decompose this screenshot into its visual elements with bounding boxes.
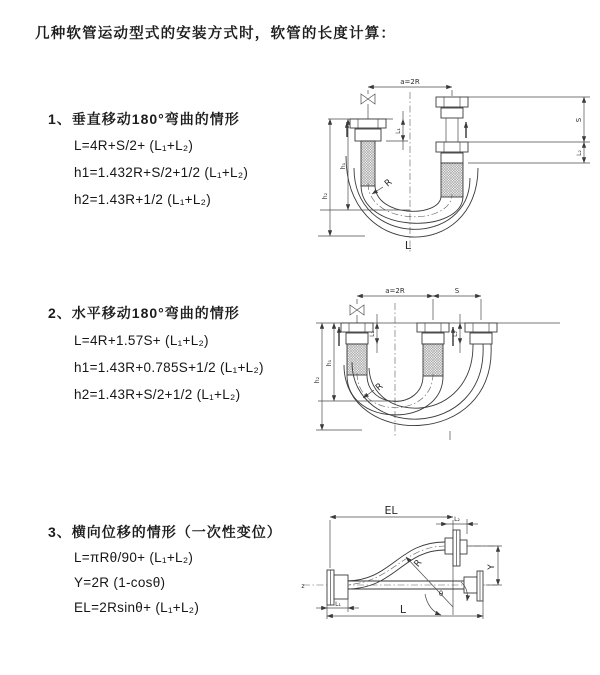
section-1-formula-h1: h1=1.432R+S/2+1/2 (L₁+L₂) (74, 165, 249, 180)
section-3-formula-L: L=πRθ/90+ (L₁+L₂) (74, 550, 194, 565)
section-3-formula-EL: EL=2Rsinθ+ (L₁+L₂) (74, 600, 200, 615)
dimension-l1 (386, 111, 408, 150)
dim-label-r: R (383, 177, 395, 190)
dim-label-s: S (454, 287, 460, 295)
dim-label-l1: L₁ (335, 601, 341, 608)
left-fitting (328, 119, 393, 186)
page-title: 几种软管运动型式的安装方式时，软管的长度计算： (35, 26, 397, 42)
middle-fitting (417, 323, 449, 376)
dimension-el (330, 504, 453, 615)
dim-label-y: Y (487, 564, 497, 570)
dim-label-h2: h₂ (314, 376, 321, 384)
dimension-l1 (369, 314, 377, 353)
section-1-formula-h2: h2=1.43R+1/2 (L₁+L₂) (74, 192, 212, 207)
dimension-l1 (316, 599, 359, 612)
dim-label-a2r: a=2R (385, 287, 405, 295)
dim-label-s: S (575, 117, 583, 123)
section-2-formula-h2: h2=1.43R+S/2+1/2 (L₁+L₂) (74, 387, 241, 402)
section-1-heading: 1、垂直移动180°弯曲的情形 (48, 111, 240, 127)
section-3-heading: 3、横向位移的情形（一次性变位） (48, 524, 282, 540)
dim-label-el: EL (384, 504, 398, 517)
section-2-formula-L: L=4R+1.57S+ (L₁+L₂) (74, 333, 209, 348)
dim-label-l2: L₂ (576, 150, 583, 156)
dim-label-l1: L₁ (369, 331, 376, 337)
radius-callout (363, 382, 385, 398)
braided-hose-middle (423, 344, 443, 376)
section-3-formula-Y: Y=2R (1-cosθ) (74, 575, 166, 590)
dim-label-L: L (404, 239, 412, 252)
dim-label-l2: L₂ (452, 331, 459, 337)
left-flange-fitting (327, 570, 348, 605)
diagram-vertical-180-bend (310, 72, 600, 262)
right-fitting-upper (436, 97, 468, 142)
straight-hose (348, 581, 464, 589)
diagram-lateral-displacement (296, 498, 598, 645)
dim-label-r: R (374, 381, 386, 394)
dim-label-l1: L₁ (395, 128, 402, 134)
right-fitting-lower (436, 142, 468, 197)
section-1-formula-L: L=4R+S/2+ (L₁+L₂) (74, 138, 194, 153)
dim-label-L: L (399, 603, 407, 616)
dim-label-h2: h₂ (322, 192, 329, 200)
braided-hose-left (347, 344, 367, 375)
dimension-l (327, 601, 483, 619)
dim-label-h1: h₁ (326, 359, 333, 367)
braided-hose-right (441, 163, 463, 197)
braided-hose-left (361, 141, 375, 186)
left-fitting (341, 323, 373, 375)
valve-icon (361, 94, 375, 119)
angle-theta (425, 582, 467, 615)
dim-label-l2: L₂ (454, 516, 460, 523)
right-flange-fitting (464, 571, 483, 601)
section-2-heading: 2、水平移动180°弯曲的情形 (48, 305, 240, 321)
upper-flange-fitting (445, 530, 467, 566)
dimension-l2 (452, 314, 460, 353)
dim-label-r: R (412, 558, 425, 570)
dim-label-theta: θ (438, 590, 444, 598)
dimension-s (468, 97, 590, 163)
s-curve-hose (346, 542, 445, 589)
diagram-horizontal-180-bend (310, 283, 600, 463)
radius-callout (406, 557, 453, 607)
dim-label-a2r: a=2R (400, 78, 420, 86)
valve-icon (350, 305, 364, 323)
section-2-formula-h1: h1=1.43R+0.785S+1/2 (L₁+L₂) (74, 360, 264, 375)
dimension-a2r (357, 287, 481, 320)
right-fitting (465, 323, 497, 344)
centerline-mark: z (301, 583, 305, 590)
dim-label-h1: h₁ (340, 162, 347, 170)
